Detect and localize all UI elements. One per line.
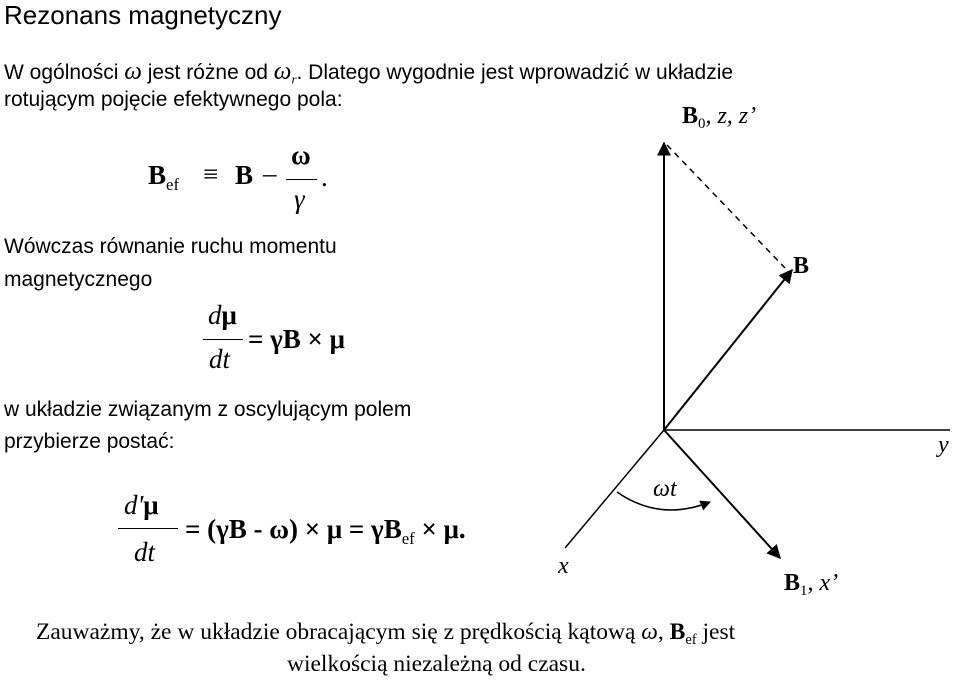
eq1-minus: – [263,158,277,188]
page-title: Rezonans magnetyczny [4,0,282,30]
intro-line-2: rotującym pojęcie efektywnego pola: [4,88,343,111]
conclusion-ef-subscript: ef [685,632,697,649]
omega-r-subscript: r [291,71,297,87]
conclusion-line-1: Zauważmy, że w układzie obracającym się z prędkością kątową ω, $B_{ef}$ jest [36,619,736,649]
x-axis-label: x [558,553,569,579]
intro-text-a: W ogólności [4,61,125,84]
para2-line-2: magnetycznego [4,268,153,291]
dashed-connector-line [667,145,785,268]
eq3-numerator: d'μ [124,490,159,520]
b1-label: $B_1$, x’ [784,570,839,600]
eq3-denominator: dt [134,537,156,567]
x-axis-line [565,430,664,548]
b1-subscript: 1 [800,583,808,600]
para2-line-1: Wówczas równanie ruchu momentu [4,235,337,258]
omega-r-symbol: ω [273,58,292,85]
b-vector-arrow [664,270,792,430]
eq1-equiv: ≡ [203,159,219,189]
eq2-numerator: dμ [208,300,237,330]
b0-subscript: 0 [698,116,706,133]
omega-symbol: ω [124,58,142,85]
eq2-denominator: dt [209,344,231,374]
eq3-ef-subscript: ef [401,528,415,548]
b1-axis-name: , x’ [807,570,839,596]
para3-line-1: w układzie związanym z oscylującym polem [4,398,412,421]
eq2-rhs: = γB × μ [248,324,345,354]
omega-t-label: ωt [653,476,677,502]
b0-axis-names: , z, z’ [705,103,757,129]
eq3-rhs: = $(\gamma B - \omega) \times \mu = \gamma B_{ef} \times \mu$. [185,514,466,548]
conclusion-omega: ω [641,619,658,645]
eq1-period: . [321,162,328,192]
intro-text-c: . Dlatego wygodnie jest wprowadzić w układzie [296,61,734,84]
intro-text-b: jest różne od [141,61,274,84]
eq1-gamma-denominator: γ [294,184,305,214]
conclusion-line-2: wielkością niezależną od czasu. [287,651,586,677]
b1-vector-arrow [664,430,780,558]
para3-line-2: przybierze postać: [4,430,175,453]
y-axis-label: y [938,432,949,458]
eq1-omega-numerator: ω [291,140,311,170]
b0-label: $B_0$, z, z’ [682,103,757,133]
eq1-ef-subscript: ef [166,174,180,194]
b-vector-label: B [793,253,810,279]
eq1-b-ef: $B_{ef}$ [148,160,180,194]
conclusion-b-ef: B [669,619,686,645]
eq1-b: B [235,160,254,190]
